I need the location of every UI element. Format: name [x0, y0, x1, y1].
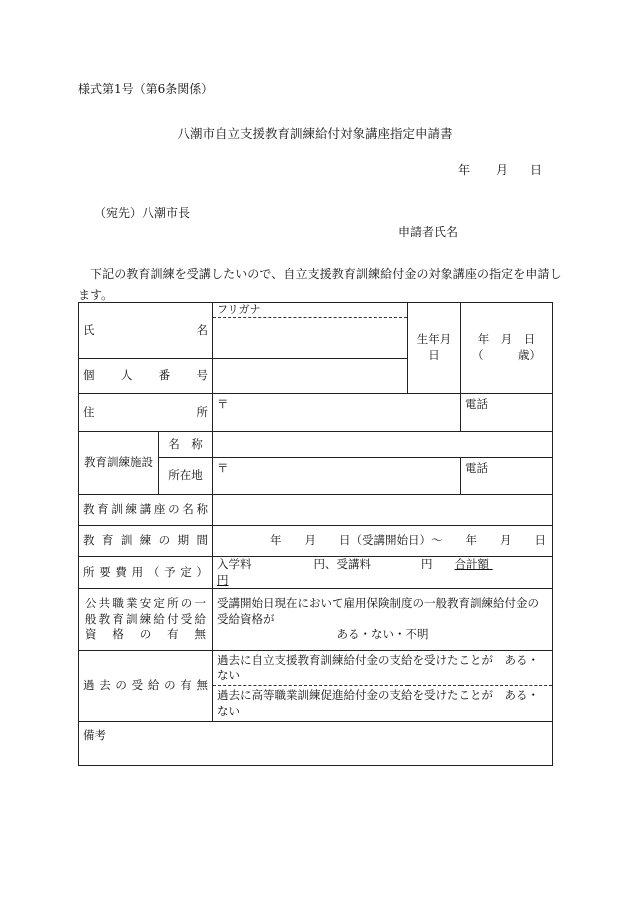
eligibility-label-line1: 公共職業安定所の一 — [85, 596, 206, 611]
eligibility-options[interactable]: ある・ない・不明 — [336, 627, 429, 642]
facility-phone-field[interactable] — [461, 458, 553, 495]
facility-location-label: 所在地 — [159, 458, 213, 495]
applicant-name-label: 申請者氏名 — [398, 225, 459, 239]
intro-text-line1: 下記の教育訓練を受講したいので、自立支援教育訓練給付金の対象講座の指定を申請し — [90, 267, 562, 281]
facility-name-field[interactable] — [213, 432, 553, 458]
tuition-yen: 円 — [421, 557, 433, 571]
birthdate-field[interactable] — [461, 303, 553, 394]
furigana-label: フリガナ — [213, 303, 407, 318]
date-day: 日 — [530, 163, 543, 177]
period-field[interactable] — [213, 526, 553, 557]
name-field[interactable] — [213, 303, 408, 359]
eligibility-label-line2: 般教育訓練給付受給 — [85, 611, 206, 626]
total-label: 合計額 — [454, 557, 489, 571]
facility-phone-label: 電話 — [465, 461, 488, 475]
period-value: 年 月 日（受講開始日）～ 年 月 日 — [270, 533, 546, 548]
facility-postal-mark: 〒 — [217, 461, 229, 475]
past-receipt-row2-text: 過去に高等職業訓練促進給付金の支給を受けたことが ある・ない — [217, 688, 539, 718]
personal-number-label: 個 人 番 号 — [79, 359, 213, 394]
past-receipt-row1-text: 過去に自立支援教育訓練給付金の支給を受けたことが ある・ない — [217, 652, 539, 683]
facility-location-field[interactable] — [213, 458, 461, 495]
tuition-label: 円、受講料 — [313, 557, 371, 571]
past-receipt-row1[interactable] — [213, 651, 553, 686]
addressee: （宛先）八潮市長 — [94, 206, 191, 220]
address-label: 住 所 — [79, 394, 213, 432]
birthdate-value: 年 月 日 — [477, 332, 536, 347]
eligibility-label-line3: 資格の有無 — [85, 627, 206, 642]
address-field[interactable] — [213, 394, 461, 432]
document-title: 八潮市自立支援教育訓練給付対象講座指定申請書 — [177, 126, 453, 141]
eligibility-text: 受講開始日現在において雇用保険制度の一般教育訓練給付金の受給資格が — [217, 596, 539, 626]
phone-label: 電話 — [465, 397, 488, 411]
entrance-fee-label: 入学料 — [217, 557, 252, 571]
cost-label: 所要費用（予定） — [79, 557, 213, 589]
date-month: 月 — [496, 163, 509, 177]
personal-number-field[interactable] — [213, 359, 408, 394]
eligibility-field[interactable] — [213, 589, 553, 651]
application-form-table — [78, 302, 553, 766]
form-number: 様式第1号（第6条関係） — [78, 82, 214, 96]
facility-label: 教育訓練施設 — [79, 432, 159, 495]
cost-field[interactable] — [213, 557, 553, 589]
total-yen: 円 — [217, 572, 229, 587]
course-name-label: 教育訓練講座の名称 — [79, 495, 213, 526]
past-receipt-label: 過去の受給の有無 — [79, 651, 213, 722]
period-label: 教育訓練の期間 — [79, 526, 213, 557]
intro-text-line2: ます。 — [78, 288, 114, 302]
past-receipt-row2[interactable] — [213, 686, 553, 722]
date-year: 年 — [458, 163, 471, 177]
postal-mark: 〒 — [217, 397, 229, 411]
eligibility-label — [79, 589, 213, 651]
facility-name-label: 名 称 — [159, 432, 213, 458]
name-label: 氏 名 — [79, 303, 213, 359]
remarks-label: 備考 — [83, 728, 106, 743]
birthdate-label: 生年月日 — [408, 303, 461, 394]
address-phone-field[interactable] — [461, 394, 553, 432]
age-value: （ 歳） — [472, 348, 541, 362]
remarks-field[interactable] — [79, 722, 553, 766]
course-name-field[interactable] — [213, 495, 553, 526]
